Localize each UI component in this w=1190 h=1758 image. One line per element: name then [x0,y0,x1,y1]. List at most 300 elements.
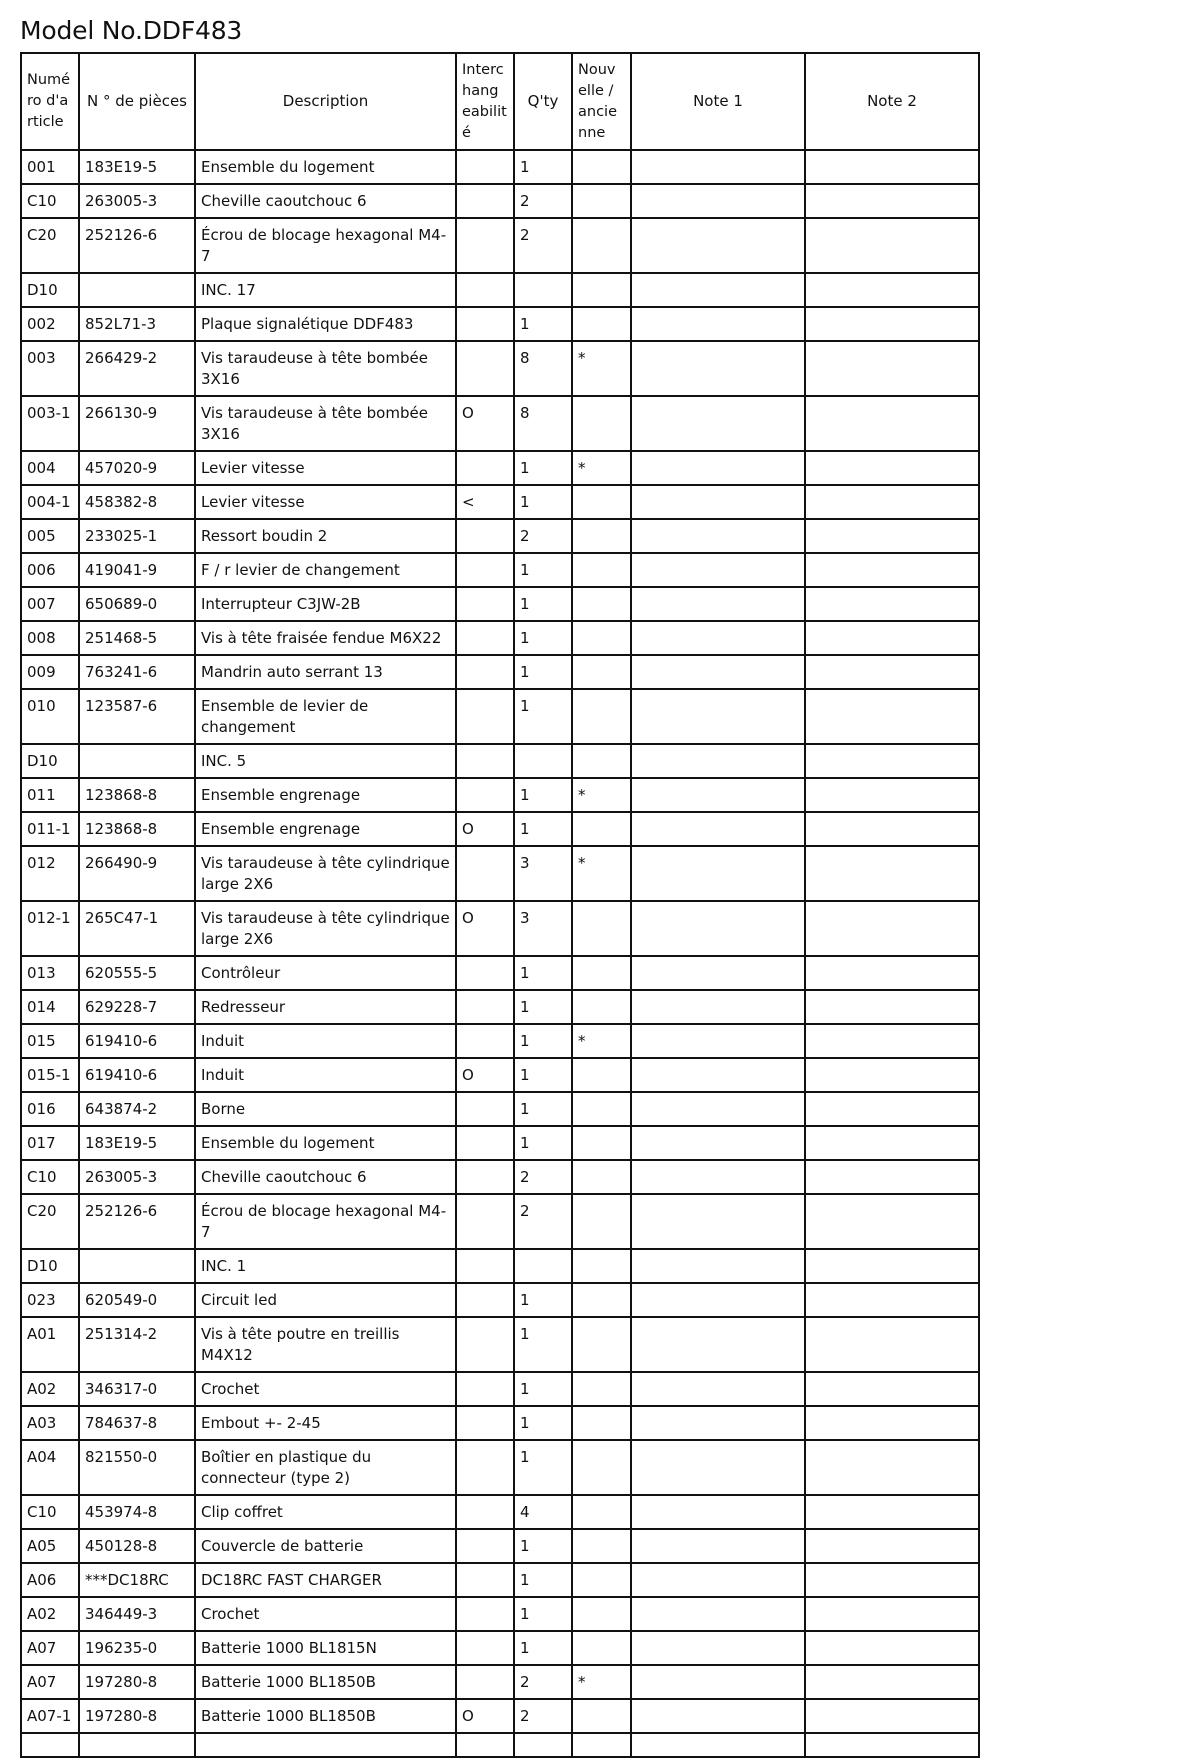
cell-note-1 [631,901,805,956]
cell-quantity: 1 [514,990,572,1024]
cell-new-old [572,1126,631,1160]
cell-new-old: * [572,451,631,485]
cell-item-number: A07-1 [21,1699,79,1733]
cell-quantity [514,744,572,778]
cell-quantity: 1 [514,1406,572,1440]
cell-part-number: 346449-3 [79,1597,195,1631]
cell-note-1 [631,1665,805,1699]
cell-new-old [572,1317,631,1372]
header-note-1: Note 1 [631,53,805,150]
cell-note-1 [631,1092,805,1126]
cell-new-old [572,218,631,273]
table-row [21,587,979,621]
cell-new-old [572,744,631,778]
cell-description: Circuit led [195,1283,456,1317]
cell-note-2 [805,1249,979,1283]
cell-description: Cheville caoutchouc 6 [195,184,456,218]
cell-interchangeability [456,1597,514,1631]
cell-note-2 [805,587,979,621]
parts-table [20,52,980,1758]
cell-description: Mandrin auto serrant 13 [195,655,456,689]
empty-cell [79,1733,195,1757]
cell-interchangeability [456,1529,514,1563]
cell-interchangeability: O [456,396,514,451]
cell-interchangeability [456,553,514,587]
cell-new-old: * [572,1024,631,1058]
cell-interchangeability: < [456,485,514,519]
cell-note-1 [631,1126,805,1160]
cell-part-number: 266130-9 [79,396,195,451]
cell-interchangeability [456,1563,514,1597]
table-body [21,150,979,1757]
cell-new-old [572,1563,631,1597]
cell-interchangeability [456,1406,514,1440]
cell-note-1 [631,956,805,990]
cell-note-1 [631,1194,805,1249]
cell-part-number: 450128-8 [79,1529,195,1563]
cell-interchangeability [456,1249,514,1283]
cell-new-old [572,1529,631,1563]
cell-description: Clip coffret [195,1495,456,1529]
cell-new-old [572,1194,631,1249]
cell-part-number: 123587-6 [79,689,195,744]
table-row [21,273,979,307]
cell-note-2 [805,184,979,218]
cell-description: Ensemble du logement [195,1126,456,1160]
cell-item-number: 004 [21,451,79,485]
cell-quantity: 2 [514,184,572,218]
cell-note-1 [631,1597,805,1631]
cell-quantity: 1 [514,1440,572,1495]
cell-description: Ensemble du logement [195,150,456,184]
header-quantity: Q'ty [514,53,572,150]
cell-new-old [572,519,631,553]
cell-new-old [572,1283,631,1317]
cell-item-number: 012-1 [21,901,79,956]
table-row-cut-off [21,1733,979,1757]
table-row [21,1406,979,1440]
cell-note-2 [805,621,979,655]
cell-part-number: 183E19-5 [79,150,195,184]
cell-part-number: 266490-9 [79,846,195,901]
cell-note-1 [631,744,805,778]
cell-item-number: 012 [21,846,79,901]
cell-item-number: C20 [21,1194,79,1249]
cell-quantity: 1 [514,1563,572,1597]
cell-item-number: D10 [21,744,79,778]
cell-note-1 [631,689,805,744]
cell-item-number: 013 [21,956,79,990]
cell-description: Embout +- 2-45 [195,1406,456,1440]
table-row [21,1194,979,1249]
cell-note-1 [631,1024,805,1058]
cell-new-old [572,307,631,341]
cell-item-number: 003-1 [21,396,79,451]
cell-note-2 [805,273,979,307]
cell-description: INC. 1 [195,1249,456,1283]
cell-interchangeability [456,150,514,184]
cell-interchangeability [456,1631,514,1665]
cell-note-2 [805,1058,979,1092]
cell-description: Cheville caoutchouc 6 [195,1160,456,1194]
cell-part-number: 650689-0 [79,587,195,621]
cell-description: Crochet [195,1372,456,1406]
cell-item-number: 016 [21,1092,79,1126]
table-row [21,1665,979,1699]
cell-description: Crochet [195,1597,456,1631]
cell-new-old [572,553,631,587]
header-note-2: Note 2 [805,53,979,150]
cell-item-number: 015-1 [21,1058,79,1092]
cell-quantity: 4 [514,1495,572,1529]
cell-quantity: 1 [514,553,572,587]
cell-part-number: 251314-2 [79,1317,195,1372]
cell-quantity: 1 [514,1126,572,1160]
cell-new-old [572,655,631,689]
table-row [21,956,979,990]
page-title: Model No.DDF483 [20,16,243,45]
cell-new-old [572,812,631,846]
cell-new-old [572,587,631,621]
table-row [21,1631,979,1665]
table-row [21,778,979,812]
cell-note-2 [805,1529,979,1563]
cell-note-2 [805,1597,979,1631]
empty-cell [572,1733,631,1757]
cell-description: INC. 5 [195,744,456,778]
cell-note-1 [631,1160,805,1194]
cell-interchangeability [456,1665,514,1699]
cell-interchangeability [456,1160,514,1194]
header-description: Description [195,53,456,150]
cell-note-2 [805,451,979,485]
empty-cell [631,1733,805,1757]
cell-item-number: 004-1 [21,485,79,519]
cell-note-2 [805,846,979,901]
cell-item-number: A03 [21,1406,79,1440]
cell-description: Redresseur [195,990,456,1024]
cell-quantity: 1 [514,956,572,990]
cell-quantity: 2 [514,218,572,273]
cell-item-number: C10 [21,184,79,218]
cell-note-1 [631,553,805,587]
cell-description: Plaque signalétique DDF483 [195,307,456,341]
cell-note-1 [631,451,805,485]
cell-quantity: 1 [514,1597,572,1631]
cell-quantity: 1 [514,451,572,485]
header-new-old: Nouv elle / ancie nne [572,53,631,150]
cell-note-1 [631,341,805,396]
cell-quantity: 1 [514,689,572,744]
table-row [21,1160,979,1194]
cell-new-old [572,1440,631,1495]
cell-description: F / r levier de changement [195,553,456,587]
cell-note-1 [631,1249,805,1283]
cell-description: Interrupteur C3JW-2B [195,587,456,621]
cell-new-old: * [572,778,631,812]
cell-description: Vis taraudeuse à tête bombée 3X16 [195,341,456,396]
cell-note-2 [805,1699,979,1733]
cell-item-number: 011 [21,778,79,812]
cell-quantity: 8 [514,396,572,451]
cell-part-number: 346317-0 [79,1372,195,1406]
cell-description: Vis taraudeuse à tête cylindrique large 2X6 [195,846,456,901]
cell-interchangeability [456,307,514,341]
cell-part-number [79,1249,195,1283]
cell-item-number: 015 [21,1024,79,1058]
cell-interchangeability [456,218,514,273]
cell-item-number: A06 [21,1563,79,1597]
cell-part-number: 123868-8 [79,778,195,812]
cell-new-old: * [572,341,631,396]
table-row [21,1563,979,1597]
cell-description: Vis taraudeuse à tête bombée 3X16 [195,396,456,451]
cell-description: Batterie 1000 BL1815N [195,1631,456,1665]
cell-quantity: 1 [514,1058,572,1092]
cell-new-old [572,1597,631,1631]
cell-item-number: 003 [21,341,79,396]
cell-quantity: 1 [514,778,572,812]
cell-interchangeability [456,689,514,744]
cell-quantity: 2 [514,1699,572,1733]
cell-quantity: 1 [514,655,572,689]
cell-note-2 [805,341,979,396]
cell-new-old [572,273,631,307]
table-row [21,812,979,846]
table-row [21,519,979,553]
cell-part-number: 252126-6 [79,1194,195,1249]
cell-interchangeability [456,1092,514,1126]
cell-description: Levier vitesse [195,485,456,519]
cell-description: Ressort boudin 2 [195,519,456,553]
cell-note-1 [631,184,805,218]
cell-note-2 [805,218,979,273]
cell-new-old [572,1092,631,1126]
cell-interchangeability [456,273,514,307]
table-row [21,1699,979,1733]
cell-part-number: 183E19-5 [79,1126,195,1160]
table-row [21,1597,979,1631]
table-row [21,1024,979,1058]
cell-description: Couvercle de batterie [195,1529,456,1563]
cell-interchangeability: O [456,1699,514,1733]
cell-part-number: 620549-0 [79,1283,195,1317]
cell-note-1 [631,846,805,901]
cell-new-old [572,990,631,1024]
cell-note-1 [631,1406,805,1440]
table-row [21,846,979,901]
cell-note-1 [631,1317,805,1372]
cell-quantity: 1 [514,1529,572,1563]
cell-part-number: 629228-7 [79,990,195,1024]
cell-item-number: 011-1 [21,812,79,846]
cell-quantity: 2 [514,519,572,553]
cell-note-1 [631,1283,805,1317]
cell-note-2 [805,744,979,778]
cell-note-1 [631,621,805,655]
cell-note-1 [631,812,805,846]
cell-note-2 [805,1317,979,1372]
cell-note-2 [805,150,979,184]
cell-item-number: 009 [21,655,79,689]
cell-new-old [572,621,631,655]
cell-note-2 [805,1665,979,1699]
table-row [21,621,979,655]
cell-new-old [572,1160,631,1194]
cell-part-number: 620555-5 [79,956,195,990]
cell-note-1 [631,655,805,689]
cell-item-number: A01 [21,1317,79,1372]
cell-part-number: 619410-6 [79,1024,195,1058]
cell-note-1 [631,1058,805,1092]
cell-part-number: 458382-8 [79,485,195,519]
cell-part-number: 821550-0 [79,1440,195,1495]
cell-quantity: 1 [514,307,572,341]
cell-note-1 [631,519,805,553]
cell-item-number: A02 [21,1597,79,1631]
cell-description: Écrou de blocage hexagonal M4-7 [195,1194,456,1249]
cell-note-2 [805,778,979,812]
cell-quantity: 1 [514,812,572,846]
cell-quantity: 1 [514,621,572,655]
cell-description: Ensemble engrenage [195,812,456,846]
cell-note-1 [631,1529,805,1563]
cell-description: Vis à tête poutre en treillis M4X12 [195,1317,456,1372]
cell-note-1 [631,1372,805,1406]
cell-note-2 [805,689,979,744]
cell-quantity: 1 [514,1024,572,1058]
cell-note-2 [805,1024,979,1058]
cell-note-2 [805,1283,979,1317]
cell-item-number: 007 [21,587,79,621]
cell-new-old [572,689,631,744]
table-row [21,396,979,451]
cell-note-1 [631,273,805,307]
cell-quantity: 3 [514,846,572,901]
cell-interchangeability [456,519,514,553]
cell-note-2 [805,1372,979,1406]
cell-part-number: 251468-5 [79,621,195,655]
table-row [21,451,979,485]
cell-interchangeability [456,184,514,218]
header-part-number: N ° de pièces [79,53,195,150]
cell-interchangeability [456,778,514,812]
table-row [21,744,979,778]
cell-item-number: A04 [21,1440,79,1495]
cell-part-number [79,273,195,307]
cell-quantity: 3 [514,901,572,956]
cell-note-1 [631,307,805,341]
cell-new-old [572,1372,631,1406]
cell-part-number: 123868-8 [79,812,195,846]
cell-note-2 [805,990,979,1024]
cell-note-2 [805,396,979,451]
cell-interchangeability: O [456,812,514,846]
table-row [21,553,979,587]
cell-part-number: 419041-9 [79,553,195,587]
cell-part-number: 263005-3 [79,1160,195,1194]
table-row [21,1440,979,1495]
cell-new-old [572,901,631,956]
cell-note-2 [805,1194,979,1249]
cell-description: Écrou de blocage hexagonal M4-7 [195,218,456,273]
cell-new-old [572,1699,631,1733]
cell-description: Vis taraudeuse à tête cylindrique large 2X6 [195,901,456,956]
cell-description: Batterie 1000 BL1850B [195,1699,456,1733]
cell-new-old [572,184,631,218]
cell-item-number: A07 [21,1631,79,1665]
header-interchangeability: Interc hang eabilit é [456,53,514,150]
table-row [21,485,979,519]
cell-part-number: ***DC18RC [79,1563,195,1597]
cell-note-1 [631,218,805,273]
table-row [21,1372,979,1406]
cell-note-1 [631,990,805,1024]
cell-description: Borne [195,1092,456,1126]
cell-item-number: A02 [21,1372,79,1406]
cell-item-number: 008 [21,621,79,655]
cell-note-1 [631,778,805,812]
cell-description: Ensemble de levier de changement [195,689,456,744]
cell-interchangeability [456,1372,514,1406]
cell-new-old [572,1058,631,1092]
cell-description: Levier vitesse [195,451,456,485]
cell-part-number: 457020-9 [79,451,195,485]
cell-note-1 [631,1631,805,1665]
cell-part-number: 197280-8 [79,1665,195,1699]
table-row [21,901,979,956]
cell-description: Batterie 1000 BL1850B [195,1665,456,1699]
cell-part-number: 852L71-3 [79,307,195,341]
cell-note-2 [805,901,979,956]
cell-note-2 [805,307,979,341]
cell-new-old [572,956,631,990]
cell-part-number: 265C47-1 [79,901,195,956]
empty-cell [805,1733,979,1757]
table-row [21,307,979,341]
cell-note-1 [631,485,805,519]
empty-cell [456,1733,514,1757]
cell-quantity: 1 [514,150,572,184]
cell-note-2 [805,956,979,990]
cell-interchangeability [456,621,514,655]
cell-interchangeability [456,1126,514,1160]
cell-part-number: 266429-2 [79,341,195,396]
cell-new-old: * [572,1665,631,1699]
cell-quantity: 2 [514,1160,572,1194]
cell-description: Contrôleur [195,956,456,990]
cell-part-number [79,744,195,778]
cell-note-2 [805,485,979,519]
cell-note-2 [805,1160,979,1194]
table-row [21,1092,979,1126]
cell-item-number: 023 [21,1283,79,1317]
table-row [21,341,979,396]
cell-interchangeability [456,744,514,778]
empty-cell [195,1733,456,1757]
header-item-number: Numé ro d'a rticle [21,53,79,150]
cell-part-number: 763241-6 [79,655,195,689]
cell-note-1 [631,1563,805,1597]
cell-part-number: 233025-1 [79,519,195,553]
cell-quantity: 1 [514,1317,572,1372]
cell-note-2 [805,1406,979,1440]
cell-item-number: 014 [21,990,79,1024]
cell-description: INC. 17 [195,273,456,307]
table-row [21,689,979,744]
cell-interchangeability [456,956,514,990]
cell-interchangeability [456,341,514,396]
